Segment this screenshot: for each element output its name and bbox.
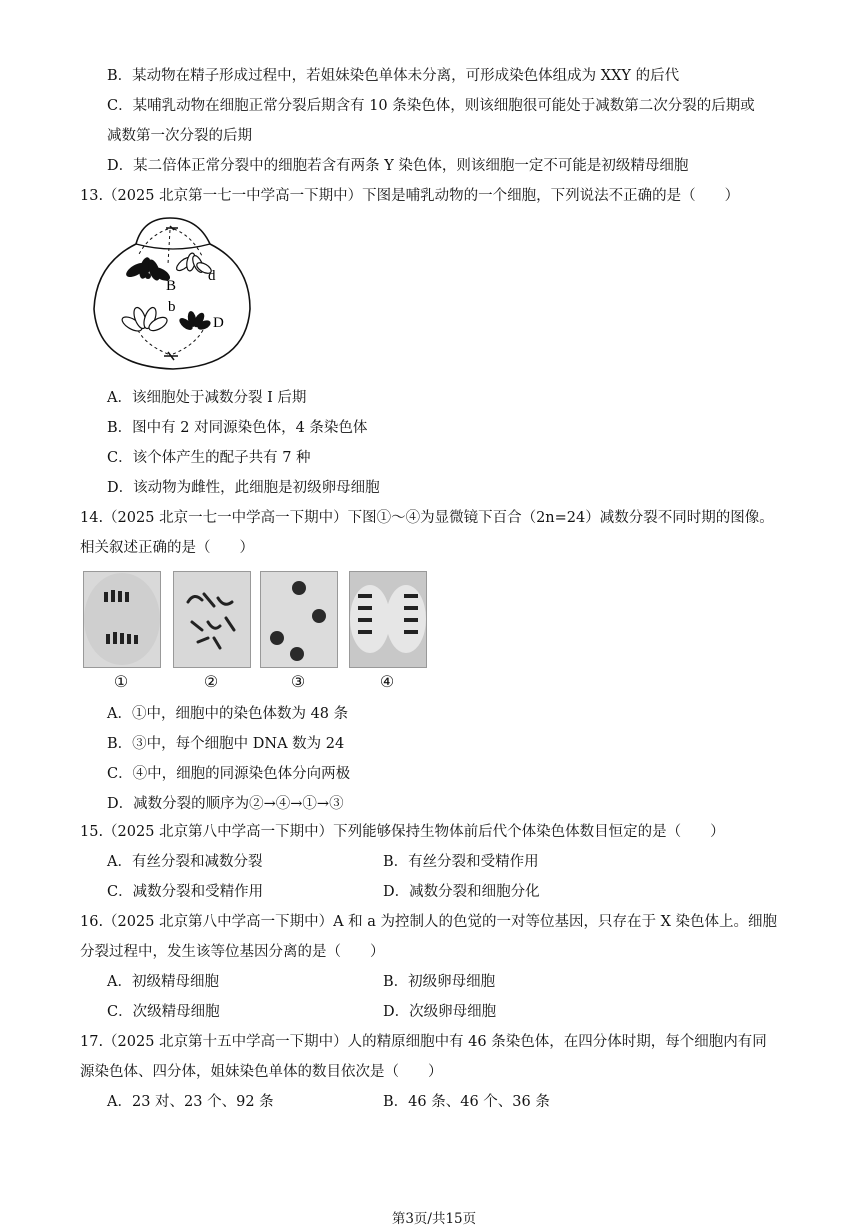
q13-option-a: A．该细胞处于减数分裂 I 后期	[107, 390, 307, 406]
micrograph-label-3: ③	[290, 672, 306, 691]
micrograph-label-4: ④	[379, 672, 395, 691]
q16-option-d: D．次级卵母细胞	[383, 1004, 497, 1020]
q12-option-d: D．某二倍体正常分裂中的细胞若含有两条 Y 染色体，则该细胞一定不可能是初级精母细胞	[107, 158, 689, 174]
q15-option-d: D．减数分裂和细胞分化	[383, 884, 540, 900]
q12-option-b: B．某动物在精子形成过程中，若姐妹染色单体未分离，可形成染色体组成为 XXY 的后代	[107, 68, 680, 84]
q13-option-d: D．该动物为雌性，此细胞是初级卵母细胞	[107, 480, 380, 496]
q16-stem: 16.（2025 北京第八中学高一下期中）A 和 a 为控制人的色觉的一对等位基因，只存在于 X 染色体上。细胞	[80, 914, 778, 930]
label-b: b	[168, 299, 176, 315]
q17-option-a: A．23 对、23 个、92 条	[107, 1094, 274, 1110]
label-D: D	[213, 315, 224, 331]
page-footer: 第3页/共15页	[391, 1211, 477, 1227]
chromosome-D	[177, 310, 212, 332]
q13-option-c: C．该个体产生的配子共有 7 种	[107, 450, 311, 466]
label-B: B	[166, 278, 177, 294]
q14-stem-cont: 相关叙述正确的是（ ）	[80, 540, 254, 556]
micrograph-1	[83, 571, 161, 668]
q14-stem: 14.（2025 北京一七一中学高一下期中）下图①～④为显微镜下百合（2n=24）减数分裂不同时期的图像。	[80, 510, 774, 526]
q12-option-c-cont: 减数第一次分裂的后期	[107, 128, 252, 144]
q14-option-b: B．③中，每个细胞中 DNA 数为 24	[107, 736, 345, 752]
micrograph-label-1: ①	[113, 672, 129, 691]
q14-option-d: D．减数分裂的顺序为②→④→①→③	[107, 796, 344, 812]
q15-option-b: B．有丝分裂和受精作用	[383, 854, 539, 870]
micrograph-2	[173, 571, 251, 668]
q15-option-a: A．有丝分裂和减数分裂	[107, 854, 263, 870]
q15-option-c: C．减数分裂和受精作用	[107, 884, 264, 900]
micrograph-4	[349, 571, 427, 668]
micrograph-3	[260, 571, 338, 668]
chromosome-b	[120, 306, 169, 334]
q16-option-b: B．初级卵母细胞	[383, 974, 496, 990]
q15-stem: 15.（2025 北京第八中学高一下期中）下列能够保持生物体前后代个体染色体数目恒定的是（ ）	[80, 824, 725, 840]
q16-option-c: C．次级精母细胞	[107, 1004, 220, 1020]
q17-stem: 17.（2025 北京第十五中学高一下期中）人的精原细胞中有 46 条染色体，在四分体时期，每个细胞内有同	[80, 1034, 767, 1050]
q17-option-b: B．46 条、46 个、36 条	[383, 1094, 550, 1110]
q14-option-c: C．④中，细胞的同源染色体分向两极	[107, 766, 351, 782]
q16-option-a: A．初级精母细胞	[107, 974, 219, 990]
q14-option-a: A．①中，细胞中的染色体数为 48 条	[107, 706, 349, 722]
cell-diagram	[88, 214, 258, 376]
q13-stem: 13.（2025 北京第一七一中学高一下期中）下图是哺乳动物的一个细胞，下列说法不正确的是（ ）	[80, 188, 740, 204]
q16-stem-cont: 分裂过程中，发生该等位基因分离的是（ ）	[80, 944, 385, 960]
chromosome-B	[124, 256, 172, 283]
label-d: d	[208, 268, 216, 284]
micrograph-label-2: ②	[203, 672, 219, 691]
q12-option-c: C．某哺乳动物在细胞正常分裂后期含有 10 条染色体，则该细胞很可能处于减数第二次分裂的后期或	[107, 98, 755, 114]
q13-option-b: B．图中有 2 对同源染色体，4 条染色体	[107, 420, 368, 436]
q17-stem-cont: 源染色体、四分体，姐妹染色单体的数目依次是（ ）	[80, 1064, 443, 1080]
